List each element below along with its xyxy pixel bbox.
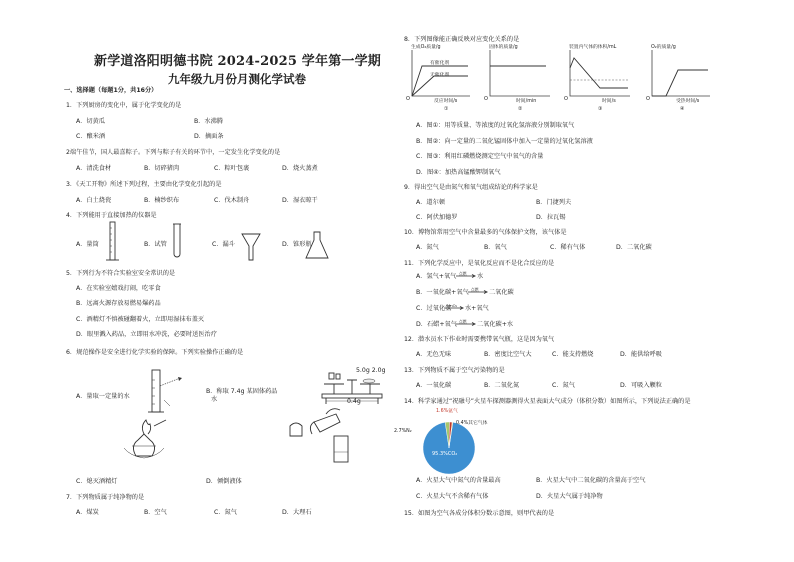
q9-option-d[interactable]: D．拉瓦锡 [536,214,566,221]
graph-3 [570,50,630,96]
q11-cond-a: 点燃 [459,271,467,276]
q2-option-a[interactable]: A．清洗食材 [76,165,112,172]
q11-cond-c: MnO₂ [447,303,458,308]
q10-option-c[interactable]: C．稀有气体 [550,244,586,251]
pie-label-n2: 2.7%N₂ [394,429,412,434]
funnel-icon [242,234,260,260]
g1-number: ① [444,106,449,112]
q11-option-a[interactable]: A．氢气+氧气 [416,273,457,280]
q11-option-c[interactable]: C．过氧化氢 [416,305,452,312]
mars-atmosphere-pie-chart [404,406,524,476]
q2-option-d[interactable]: D．烧火蒸煮 [282,165,318,172]
q6-option-a[interactable]: A．量取一定量的水 [76,393,130,400]
q5-stem: 5．下列行为不符合实验室安全常识的是 [66,270,176,277]
g2-number: ② [518,106,523,112]
g1-label-catalyst: 有催化剂 [430,61,450,66]
q1-option-a[interactable]: A．切黄瓜 [76,118,105,125]
q9-option-c[interactable]: C．阿伏加德罗 [416,214,458,221]
q8-option-d[interactable]: D．图④：加热高锰酸钾制氧气 [416,169,501,176]
g2-xlabel: 时间/min [516,99,537,104]
q5-option-a[interactable]: A．在实验室嬉戏打闹，吃零食 [76,285,161,292]
g1-xlabel: 反应时间/s [434,99,458,104]
g1-label-nocatalyst: 无催化剂 [430,73,450,78]
g2-ylabel: 固体的质量/g [489,45,518,50]
q11-cond-b: 点燃 [471,287,479,292]
measuring-cylinder-reading-icon [148,370,182,412]
q15-stem: 15．如图为空气各成分体积分数示意图，则甲代表的是 [404,510,555,517]
q9-stem: 9．得出空气是由氮气和氧气组成结论的科学家是 [404,184,538,191]
g3-origin: O [564,96,568,102]
g3-ylabel: 装置内气体的体积/mL [569,45,617,50]
exam-subtitle: 九年级九月份月测化学试卷 [168,72,306,86]
q2-stem: 2端午佳节，国人最喜粽子。下列与粽子有关的环节中，一定发生化学变化的是 [66,149,281,156]
g4-number: ④ [680,106,685,112]
g4-origin: O [646,96,650,102]
q8-option-b[interactable]: B．图②：向一定量的二氧化锰固体中加入一定量的过氧化氢溶液 [416,138,593,145]
exam-title: 新学道洛阳明德书院 2024-2025 学年第一学期 [94,54,382,69]
graduated-cylinder-icon [106,222,119,260]
q1-option-d[interactable]: D．摘面条 [194,133,224,140]
q13-option-c[interactable]: C．氮气 [552,382,575,389]
q7-option-a[interactable]: A．煤炭 [76,509,99,516]
q9-option-b[interactable]: B．门捷列夫 [536,199,572,206]
q11-product-b: 二氧化碳 [489,289,514,296]
q7-option-b[interactable]: B．空气 [144,509,167,516]
g2-origin: O [484,96,488,102]
g3-number: ③ [598,106,603,112]
q11-option-b[interactable]: B．一氧化碳+氧气 [416,289,469,296]
q13-option-d[interactable]: D．可吸入颗粒 [620,382,662,389]
q5-option-d[interactable]: D．眼里溅入药品，立即用水冲洗，必要时送医治疗 [76,331,217,338]
q14-option-d[interactable]: D．火星大气属于纯净物 [536,493,603,500]
q6-option-c[interactable]: C．熄灭酒精灯 [76,478,118,485]
q6-option-d[interactable]: D．倾倒液体 [206,478,242,485]
q13-stem: 13．下列物质不属于空气污染物的是 [404,367,505,374]
q1-option-b[interactable]: B．水沸腾 [194,118,223,125]
q14-option-c[interactable]: C．火星大气不含稀有气体 [416,493,489,500]
q8-stem: 8．下列图像能正确反映对应变化关系的是 [404,36,520,43]
q9-option-a[interactable]: A．道尔顿 [416,199,445,206]
q8-option-c[interactable]: C．图③：利用红磷燃烧测定空气中氧气的含量 [416,153,544,160]
q10-option-a[interactable]: A．氮气 [416,244,439,251]
g4-xlabel: 受热时间/s [676,99,700,104]
pie-label-co2: 95.3%CO₂ [432,451,458,457]
pie-label-other: 0.4%其它气体 [456,421,488,426]
q4-option-c[interactable]: C．漏斗 [212,241,235,248]
alcohol-lamp-icon [124,420,166,458]
q6-stem: 6．规范操作是安全进行化学实验的保障。下列实验操作正确的是 [66,349,244,356]
q7-option-c[interactable]: C．氮气 [214,509,237,516]
q2-option-c[interactable]: C．粽叶包裹 [214,165,250,172]
q14-option-a[interactable]: A．火星大气中氮气的含量最高 [416,477,501,484]
section-heading: 一、选择题（每题1分，共16分） [64,87,158,94]
g3-xlabel: 时间/s [602,99,616,104]
q11-product-a: 水 [477,273,484,280]
q12-option-d[interactable]: D．能供给呼吸 [620,351,662,358]
q11-stem: 11．下列化学反应中，是氧化反应而不是化合反应的是 [404,260,555,267]
q6-illustrations [64,356,386,488]
q7-option-d[interactable]: D．大理石 [282,509,312,516]
q6-water-label: 水 [211,396,218,403]
q10-option-d[interactable]: D．二氧化碳 [616,244,652,251]
q4-option-b[interactable]: B．试管 [144,241,167,248]
q12-option-b[interactable]: B．密度比空气大 [484,351,532,358]
g4-ylabel: O₂的质量/g [651,45,676,50]
q11-product-c: 水+氧气 [465,305,489,312]
q11-cond-d: 点燃 [459,319,467,324]
q13-option-a[interactable]: A．一氧化碳 [416,382,452,389]
q11-product-d: 二氧化碳+水 [477,321,514,328]
q3-option-c[interactable]: C．伐木制舟 [214,197,250,204]
q3-option-d[interactable]: D．湿衣晾干 [282,197,318,204]
q3-stem: 3．《天工开物》所述下列过程，主要由化学变化引起的是 [66,181,222,188]
q6-option-b[interactable]: B．称取 7.4g 某固体药品 [206,388,278,395]
q6-rider-label: 0.4g [347,398,361,405]
q12-stem: 12．潜水员水下作业时需要携带氧气瓶，这是因为氧气 [404,336,555,343]
q13-option-b[interactable]: B．二氧化氮 [484,382,520,389]
g1-ylabel: 生成O₂质量/g [411,45,441,50]
pie-label-argon: 1.6%氩气 [436,409,458,414]
q12-option-a[interactable]: A．无色无味 [416,351,452,358]
q5-option-b[interactable]: B．远离火源存放易燃易爆药品 [76,300,161,307]
q5-option-c[interactable]: C．酒精灯不慎被碰翻着火，立即用湿抹布盖灭 [76,316,205,323]
q2-option-b[interactable]: B．切碎猪肉 [144,165,180,172]
q4-option-d[interactable]: D．锥形瓶 [282,241,312,248]
pouring-liquid-icon [290,409,348,462]
g1-origin: O [406,96,410,102]
q14-option-b[interactable]: B．火星大气中二氧化碳的含量高于空气 [536,477,646,484]
q12-option-c[interactable]: C．能支持燃烧 [552,351,594,358]
q8-option-a[interactable]: A．图①：用等质量、等浓度的过氧化氢溶液分别制取氧气 [416,122,575,129]
q10-option-b[interactable]: B．氧气 [484,244,507,251]
q3-option-a[interactable]: A．白土烧瓷 [76,197,112,204]
q4-stem: 4．下列能用于直接加热的仪器是 [66,212,157,219]
q1-option-c[interactable]: C．酿米酒 [76,133,106,140]
q3-option-b[interactable]: B．楠纱织布 [144,197,180,204]
q10-stem: 10．博物馆常用空气中含量最多的气体保护文物，该气体是 [404,229,567,236]
q7-stem: 7．下列物质属于纯净物的是 [66,494,145,501]
q14-stem: 14．科学家通过“祝融号”火星车探测器测得火星表面大气成分（体积分数）如图所示，下列说法正确的是 [404,398,691,405]
q4-option-a[interactable]: A．量筒 [76,241,99,248]
q6-weights-label: 5.0g 2.0g [356,367,386,374]
graph-4 [652,50,710,96]
graph-2 [490,50,550,96]
test-tube-icon [173,224,181,257]
q1-stem: 1．下列厨房的变化中，属于化学变化的是 [66,102,182,109]
q11-option-d[interactable]: D．石蜡+氧气 [416,321,457,328]
